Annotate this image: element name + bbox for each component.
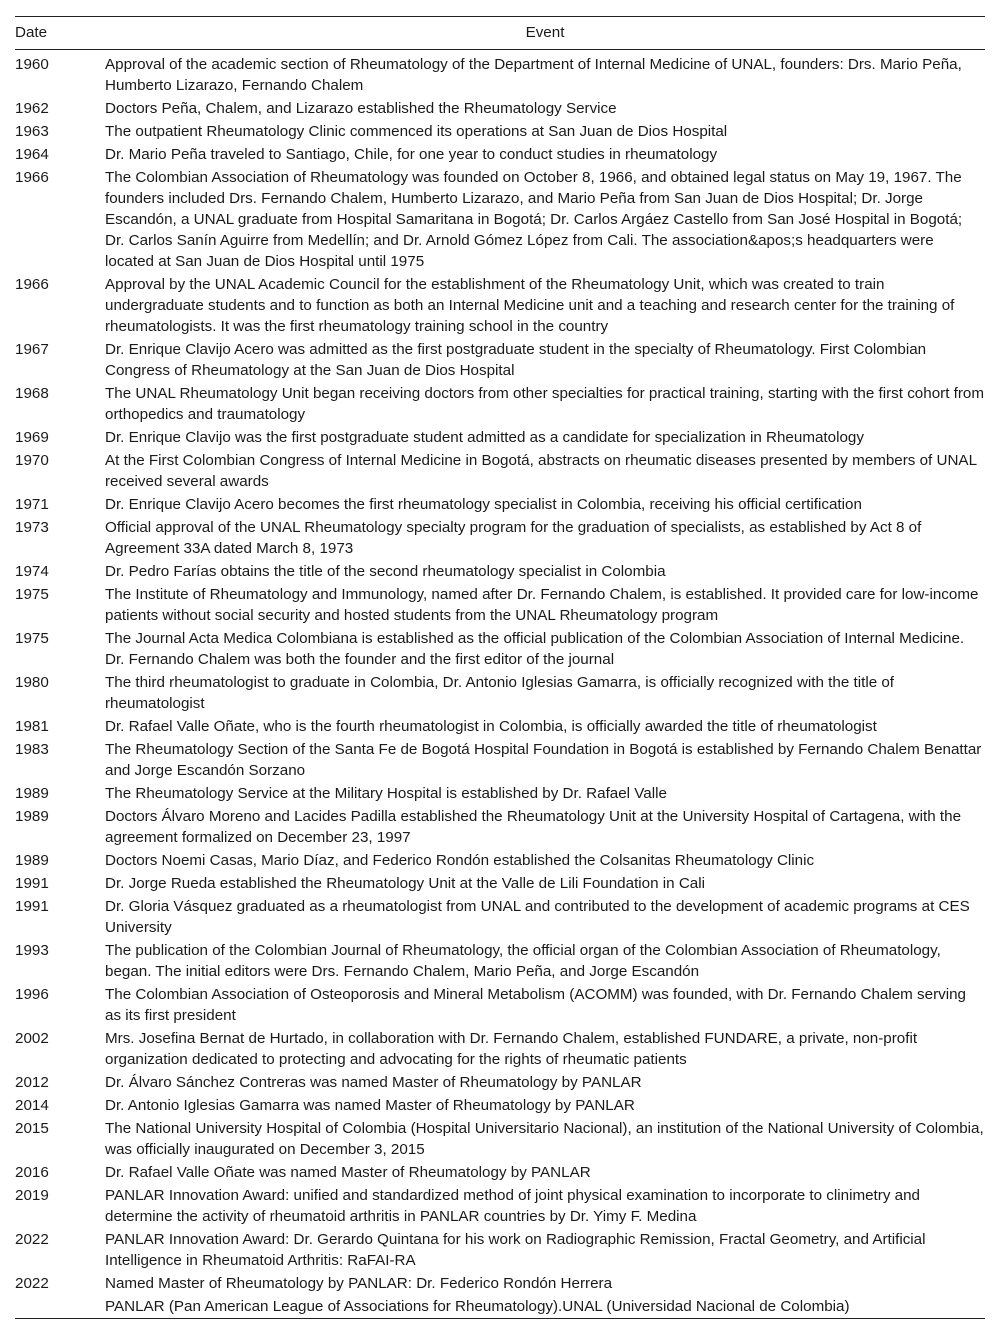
table-row [15, 166, 985, 273]
row-event: Dr. Pedro Farías obtains the title of the second rheumatology specialist in Colombia [105, 563, 666, 580]
row-event: Dr. Gloria Vásquez graduated as a rheumatologist from UNAL and contributed to the development of academic programs at CES University [105, 898, 970, 936]
table-row [15, 560, 985, 583]
row-event: Official approval of the UNAL Rheumatology specialty program for the graduation of specialists, as established by Act 8 of Agreement 33A dated March 8, 1973 [105, 519, 922, 557]
row-date: 1962 [15, 100, 49, 117]
row-date: 1989 [15, 852, 49, 869]
row-event: Dr. Rafael Valle Oñate was named Master of Rheumatology by PANLAR [105, 1164, 591, 1181]
row-event: Doctors Peña, Chalem, and Lizarazo established the Rheumatology Service [105, 100, 617, 117]
row-date: 1966 [15, 276, 49, 293]
table-row [15, 895, 985, 939]
row-event: The National University Hospital of Colombia (Hospital Universitario Nacional), an institution of the National University of Colombia, was officially inaugurated on December 3, 2015 [105, 1120, 984, 1158]
table-row [15, 338, 985, 382]
footnote-row [15, 1295, 985, 1319]
row-date: 1980 [15, 674, 49, 691]
row-event: At the First Colombian Congress of Internal Medicine in Bogotá, abstracts on rheumatic diseases presented by members of UNAL received several awards [105, 452, 977, 490]
row-date: 1971 [15, 496, 49, 513]
row-event: Dr. Enrique Clavijo Acero was admitted as the first postgraduate student in the specialty of Rheumatology. First Colombian Congress of Rheumatology at the San Juan de Dios Hospital [105, 341, 927, 379]
row-event: Approval of the academic section of Rheumatology of the Department of Internal Medicine of UNAL, founders: Drs. Mario Peña, Humberto Lizarazo, Fernando Chalem [105, 56, 962, 94]
row-date: 1973 [15, 519, 49, 536]
row-event: The publication of the Colombian Journal of Rheumatology, the official organ of the Colombian Association of Rheumatology, began. The initial editors were Drs. Fernando Chalem, Mario Peña, and Jorge Escandón [105, 942, 941, 980]
row-date: 1991 [15, 875, 49, 892]
table-row [15, 583, 985, 627]
table-row [15, 715, 985, 738]
header-row [15, 17, 985, 50]
table-row [15, 382, 985, 426]
table-row [15, 1117, 985, 1161]
row-event: Approval by the UNAL Academic Council for the establishment of the Rheumatology Unit, which was created to train undergraduate students and to function as both an Internal Medicine unit and a teaching and research center for the training of rheumatologists. It was the first rheumatology training school in the country [105, 276, 955, 335]
row-date: 2014 [15, 1097, 49, 1114]
row-date: 1975 [15, 586, 49, 603]
row-date: 1975 [15, 630, 49, 647]
table-row [15, 1272, 985, 1295]
table-row [15, 493, 985, 516]
table-row [15, 671, 985, 715]
row-event: The Colombian Association of Osteoporosis and Mineral Metabolism (ACOMM) was founded, with Dr. Fernando Chalem serving as its first president [105, 986, 966, 1024]
table-row [15, 872, 985, 895]
row-event: Doctors Noemi Casas, Mario Díaz, and Federico Rondón established the Colsanitas Rheumatology Clinic [105, 852, 815, 869]
table-row [15, 273, 985, 338]
table-footnote: PANLAR (Pan American League of Associations for Rheumatology).UNAL (Universidad Nacional de Colombia) [105, 1298, 850, 1315]
table-row [15, 1094, 985, 1117]
table-row [15, 983, 985, 1027]
row-event: PANLAR Innovation Award: unified and standardized method of joint physical examination to incorporate to clinimetry and determine the activity of rheumatoid arthritis in PANLAR countries by Dr. Yimy F. Medina [105, 1187, 920, 1225]
row-event: The third rheumatologist to graduate in Colombia, Dr. Antonio Iglesias Gamarra, is officially recognized with the title of rheumatologist [105, 674, 895, 712]
table-row [15, 738, 985, 782]
footnote-spacer [15, 1295, 105, 1319]
table-row [15, 516, 985, 560]
timeline-table [15, 16, 985, 1319]
row-date: 1996 [15, 986, 49, 1003]
row-date: 2002 [15, 1030, 49, 1047]
table-row [15, 1184, 985, 1228]
row-date: 2012 [15, 1074, 49, 1091]
row-event: Mrs. Josefina Bernat de Hurtado, in collaboration with Dr. Fernando Chalem, established FUNDARE, a private, non-profit organization dedicated to protecting and advocating for the rights of rheumatic patients [105, 1030, 918, 1068]
row-date: 2015 [15, 1120, 49, 1137]
table-row [15, 849, 985, 872]
row-date: 1983 [15, 741, 49, 758]
table-row [15, 97, 985, 120]
table-row [15, 449, 985, 493]
table-row [15, 50, 985, 98]
row-event: The outpatient Rheumatology Clinic commenced its operations at San Juan de Dios Hospital [105, 123, 728, 140]
row-event: The UNAL Rheumatology Unit began receiving doctors from other specialties for practical training, starting with the first cohort from orthopedics and traumatology [105, 385, 985, 423]
row-date: 1991 [15, 898, 49, 915]
row-date: 1970 [15, 452, 49, 469]
table-row [15, 627, 985, 671]
row-event: Dr. Enrique Clavijo was the first postgraduate student admitted as a candidate for specialization in Rheumatology [105, 429, 864, 446]
row-date: 1969 [15, 429, 49, 446]
row-date: 2022 [15, 1275, 49, 1292]
table-row [15, 805, 985, 849]
row-date: 1960 [15, 56, 49, 73]
row-event: Dr. Rafael Valle Oñate, who is the fourth rheumatologist in Colombia, is officially awarded the title of rheumatologist [105, 718, 877, 735]
row-date: 2019 [15, 1187, 49, 1204]
row-date: 1967 [15, 341, 49, 358]
row-event: Named Master of Rheumatology by PANLAR: Dr. Federico Rondón Herrera [105, 1275, 613, 1292]
row-event: Dr. Álvaro Sánchez Contreras was named Master of Rheumatology by PANLAR [105, 1074, 642, 1091]
row-date: 1974 [15, 563, 49, 580]
row-date: 1993 [15, 942, 49, 959]
table-row [15, 1071, 985, 1094]
row-date: 1989 [15, 785, 49, 802]
table-row [15, 143, 985, 166]
event-column-header: Event [525, 24, 565, 41]
table-header [15, 17, 985, 50]
table-row [15, 1027, 985, 1071]
table-body [15, 50, 985, 1319]
row-date: 1968 [15, 385, 49, 402]
row-date: 1981 [15, 718, 49, 735]
row-event: The Rheumatology Service at the Military Hospital is established by Dr. Rafael Valle [105, 785, 667, 802]
row-date: 1966 [15, 169, 49, 186]
row-date: 1989 [15, 808, 49, 825]
table-row [15, 1228, 985, 1272]
row-date: 1964 [15, 146, 49, 163]
row-event: The Institute of Rheumatology and Immunology, named after Dr. Fernando Chalem, is established. It provided care for low-income patients without social security and hosted students from the UNAL Rheumatology program [105, 586, 979, 624]
table-row [15, 426, 985, 449]
row-date: 2016 [15, 1164, 49, 1181]
row-event: Dr. Antonio Iglesias Gamarra was named Master of Rheumatology by PANLAR [105, 1097, 635, 1114]
table-row [15, 939, 985, 983]
row-date: 1963 [15, 123, 49, 140]
row-event: The Journal Acta Medica Colombiana is established as the official publication of the Colombian Association of Internal Medicine. Dr. Fernando Chalem was both the founder and the first editor of the journal [105, 630, 965, 668]
table-row [15, 120, 985, 143]
row-event: Dr. Mario Peña traveled to Santiago, Chile, for one year to conduct studies in rheumatology [105, 146, 718, 163]
date-column-header: Date [15, 24, 48, 41]
row-date: 2022 [15, 1231, 49, 1248]
row-event: PANLAR Innovation Award: Dr. Gerardo Quintana for his work on Radiographic Remission, Fractal Geometry, and Artificial Intelligence in Rheumatoid Arthritis: RaFAI-RA [105, 1231, 926, 1269]
table-row [15, 782, 985, 805]
row-event: Dr. Jorge Rueda established the Rheumatology Unit at the Valle de Lili Foundation in Cali [105, 875, 705, 892]
table-row [15, 1161, 985, 1184]
row-event: The Colombian Association of Rheumatology was founded on October 8, 1966, and obtained legal status on May 19, 1967. The founders included Drs. Fernando Chalem, Humberto Lizarazo, and Mario Peña from San Juan de Dios Hospital; Dr. Jorge Escandón, a UNAL graduate from Hospital Samaritana in Bogotá; Dr. Carlos Argáez Castello from San José Hospital in Bogotá; Dr. Carlos Sanín Aguirre from Medellín; and Dr. Arnold Gómez López from Cali. The association&apos;s headquarters were located at San Juan de Dios Hospital until 1975 [105, 169, 963, 270]
row-event: The Rheumatology Section of the Santa Fe de Bogotá Hospital Foundation in Bogotá is established by Fernando Chalem Benattar and Jorge Escandón Sorzano [105, 741, 982, 779]
row-event: Doctors Álvaro Moreno and Lacides Padilla established the Rheumatology Unit at the University Hospital of Cartagena, with the agreement formalized on December 23, 1997 [105, 808, 962, 846]
row-event: Dr. Enrique Clavijo Acero becomes the first rheumatology specialist in Colombia, receiving his official certification [105, 496, 862, 513]
